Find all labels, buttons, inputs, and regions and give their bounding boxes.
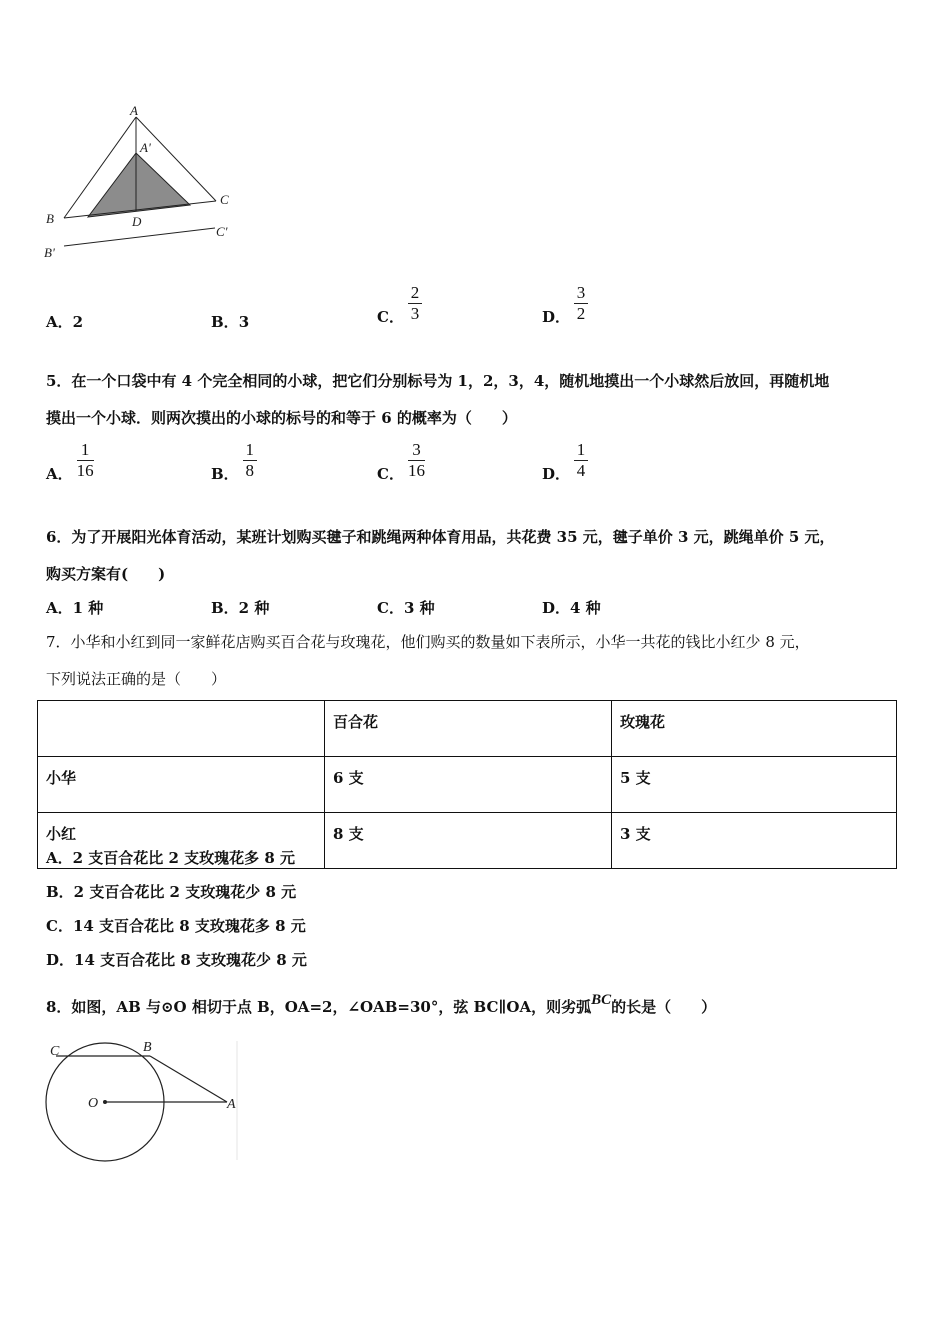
fraction: $\frac{1}{16}$ [76,440,94,480]
fraction: $\frac{1}{8}$ [243,440,257,481]
q5-line-2: 摸出一个小球．则两次摸出的小球的标号的和等于 6 的概率为（ ） [46,409,517,427]
q4-option-c: C． $\frac{2}{3}$ [377,283,422,324]
q8-text-after: 的长是（ ） [611,998,717,1016]
label-C-prime: C' [216,224,228,239]
label-A-prime: A' [140,140,151,155]
q6-option-b: B．2 种 [211,599,270,617]
table-cell: 6 支 [325,757,612,813]
q6-option-a: A．1 种 [46,599,104,617]
q8-text-before: 8．如图，AB 与⊙O 相切于点 B，OA=2，∠OAB=30°，弦 BC∥OA，则劣弧 [46,998,592,1016]
label-B: B [46,211,54,226]
q7-line-1: 7．小华和小红到同一家鲜花店购买百合花与玫瑰花，他们购买的数量如下表所示，小华一共花的钱比小红少 8 元， [46,633,810,651]
table-cell: 5 支 [612,757,897,813]
label-B-prime: B' [44,245,55,260]
q4-option-a: A．2 [46,313,84,331]
q4-option-d: D． $\frac{3}{2}$ [542,283,588,324]
table-cell: 小红 [38,813,325,869]
q5-option-d: D． $\frac{1}{4}$ [542,440,588,481]
table-row [38,757,897,813]
label-B: B [143,1040,152,1055]
q5-option-a: A． $\frac{1}{16}$ [46,440,94,483]
q4-option-b: B．3 [211,313,250,331]
fraction: $\frac{3}{16}$ [407,440,425,480]
table-cell: 百合花 [325,701,612,757]
fraction: $\frac{2}{3}$ [408,283,422,324]
table-cell: 玫瑰花 [612,701,897,757]
q6-option-d: D．4 种 [542,599,601,617]
q7-line-2: 下列说法正确的是（ ） [46,670,227,688]
q7-option-b: B．2 支百合花比 2 支玫瑰花少 8 元 [46,883,297,901]
q8-question [46,992,717,1017]
q6-line-1: 6．为了开展阳光体育活动，某班计划购买毽子和跳绳两种体育用品，共花费 35 元，毽子单价 3 元，跳绳单价 5 元， [46,528,835,546]
q7-option-c: C．14 支百合花比 8 支玫瑰花多 8 元 [46,917,306,935]
label-C: C [50,1044,60,1059]
q5-option-c: C． $\frac{3}{16}$ [377,440,425,483]
triangle-figure [40,105,250,270]
label-D: D [132,214,142,229]
label-A: A [130,105,138,118]
q6-line-2: 购买方案有( ) [46,565,166,583]
table-cell [38,701,325,757]
q5-line-1: 5．在一个口袋中有 4 个完全相同的小球，把它们分别标号为 1，2，3，4，随机地摸出一个小球然后放回，再随机地 [46,372,830,390]
table-cell: 3 支 [612,813,897,869]
table-header-row [38,701,897,757]
label-A: A [227,1097,236,1112]
fraction: $\frac{1}{4}$ [574,440,588,481]
flower-table [37,700,897,869]
arc-bc: BC [591,992,612,1008]
q7-option-a: A．2 支百合花比 2 支玫瑰花多 8 元 [46,849,296,867]
q5-option-b: B． $\frac{1}{8}$ [211,440,257,481]
table-cell: 8 支 [325,813,612,869]
q6-option-c: C．3 种 [377,599,435,617]
label-O: O [88,1096,99,1111]
table-cell: 小华 [38,757,325,813]
label-C: C [220,192,229,207]
fraction: $\frac{3}{2}$ [574,283,588,324]
q7-option-d: D．14 支百合花比 8 支玫瑰花少 8 元 [46,951,307,969]
circle-tangent-figure [40,1035,240,1165]
